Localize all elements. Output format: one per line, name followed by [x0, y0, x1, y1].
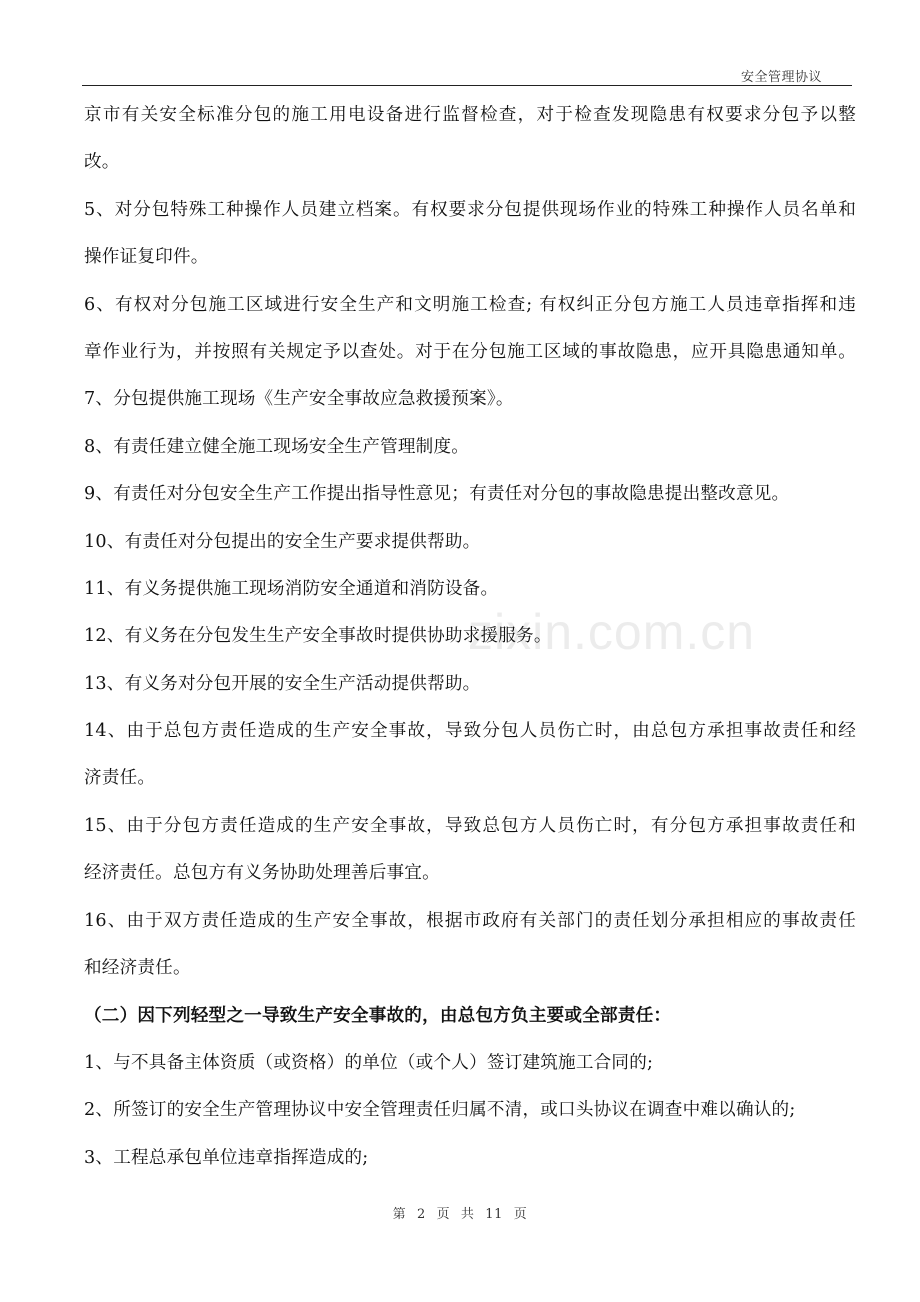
document-body [84, 92, 856, 1182]
text-line: 和经济责任。 [84, 958, 191, 979]
text-line: 操作证复印件。 [84, 247, 209, 268]
footer-prefix: 第 [392, 1207, 407, 1222]
text-line: 16、由于双方责任造成的生产安全事故，根据市政府有关部门的责任划分承担相应的事故责任 [84, 910, 856, 931]
text-line: 改。 [84, 152, 120, 173]
page-footer [0, 1203, 920, 1222]
text-line: 京市有关安全标准分包的施工用电设备进行监督检查，对于检查发现隐患有权要求分包予以整 [84, 105, 856, 125]
text-line: 14、由于总包方责任造成的生产安全事故，导致分包人员伤亡时，由总包方承担事故责任和经 [84, 721, 856, 742]
text-line: 7、分包提供施工现场《生产安全事故应急救援预案》。 [84, 389, 514, 410]
text-line: 12、有义务在分包发生生产安全事故时提供协助求援服务。 [84, 626, 552, 647]
text-line: 6、有权对分包施工区域进行安全生产和文明施工检查; 有权纠正分包方施工人员违章指挥和违 [84, 294, 856, 315]
text-line: 10、有责任对分包提出的安全生产要求提供帮助。 [84, 531, 481, 552]
text-line: 11、有义务提供施工现场消防安全通道和消防设备。 [84, 578, 499, 599]
footer-page-number: 2 [416, 1207, 426, 1222]
text-line: 章作业行为，并按照有关规定予以查处。对于在分包施工区域的事故隐患，应开具隐患通知单。 [84, 341, 856, 362]
text-line: 经济责任。总包方有义务协助处理善后事宜。 [84, 863, 440, 884]
text-line: 8、有责任建立健全施工现场安全生产管理制度。 [84, 436, 470, 457]
text-line: 13、有义务对分包开展的安全生产活动提供帮助。 [84, 673, 481, 694]
section-heading: （二）因下列轻型之一导致生产安全事故的，由总包方负主要或全部责任： [84, 1005, 672, 1027]
text-line: 9、有责任对分包安全生产工作提出指导性意见；有责任对分包的事故隐患提出整改意见。 [84, 484, 790, 505]
text-line: 1、与不具备主体资质（或资格）的单位（或个人）签订建筑施工合同的; [84, 1052, 654, 1073]
text-line: 3、工程总承包单位违章指挥造成的; [84, 1147, 369, 1168]
footer-total-pages: 11 [485, 1207, 504, 1222]
footer-page-word: 页 [436, 1207, 451, 1222]
watermark-text: zixin.com.cn [468, 604, 756, 660]
page-header [82, 62, 852, 86]
text-line: 2、所签订的安全生产管理协议中安全管理责任归属不清，或口头协议在调查中难以确认的; [84, 1100, 796, 1121]
header-title: 安全管理协议 [740, 70, 822, 85]
text-line: 济责任。 [84, 768, 156, 789]
text-line: 5、对分包特殊工种操作人员建立档案。有权要求分包提供现场作业的特殊工种操作人员名单和 [84, 199, 856, 220]
text-line: 15、由于分包方责任造成的生产安全事故，导致总包方人员伤亡时，有分包方承担事故责任和 [84, 815, 856, 836]
footer-suffix: 页 [513, 1207, 528, 1222]
footer-total-word: 共 [460, 1207, 475, 1222]
